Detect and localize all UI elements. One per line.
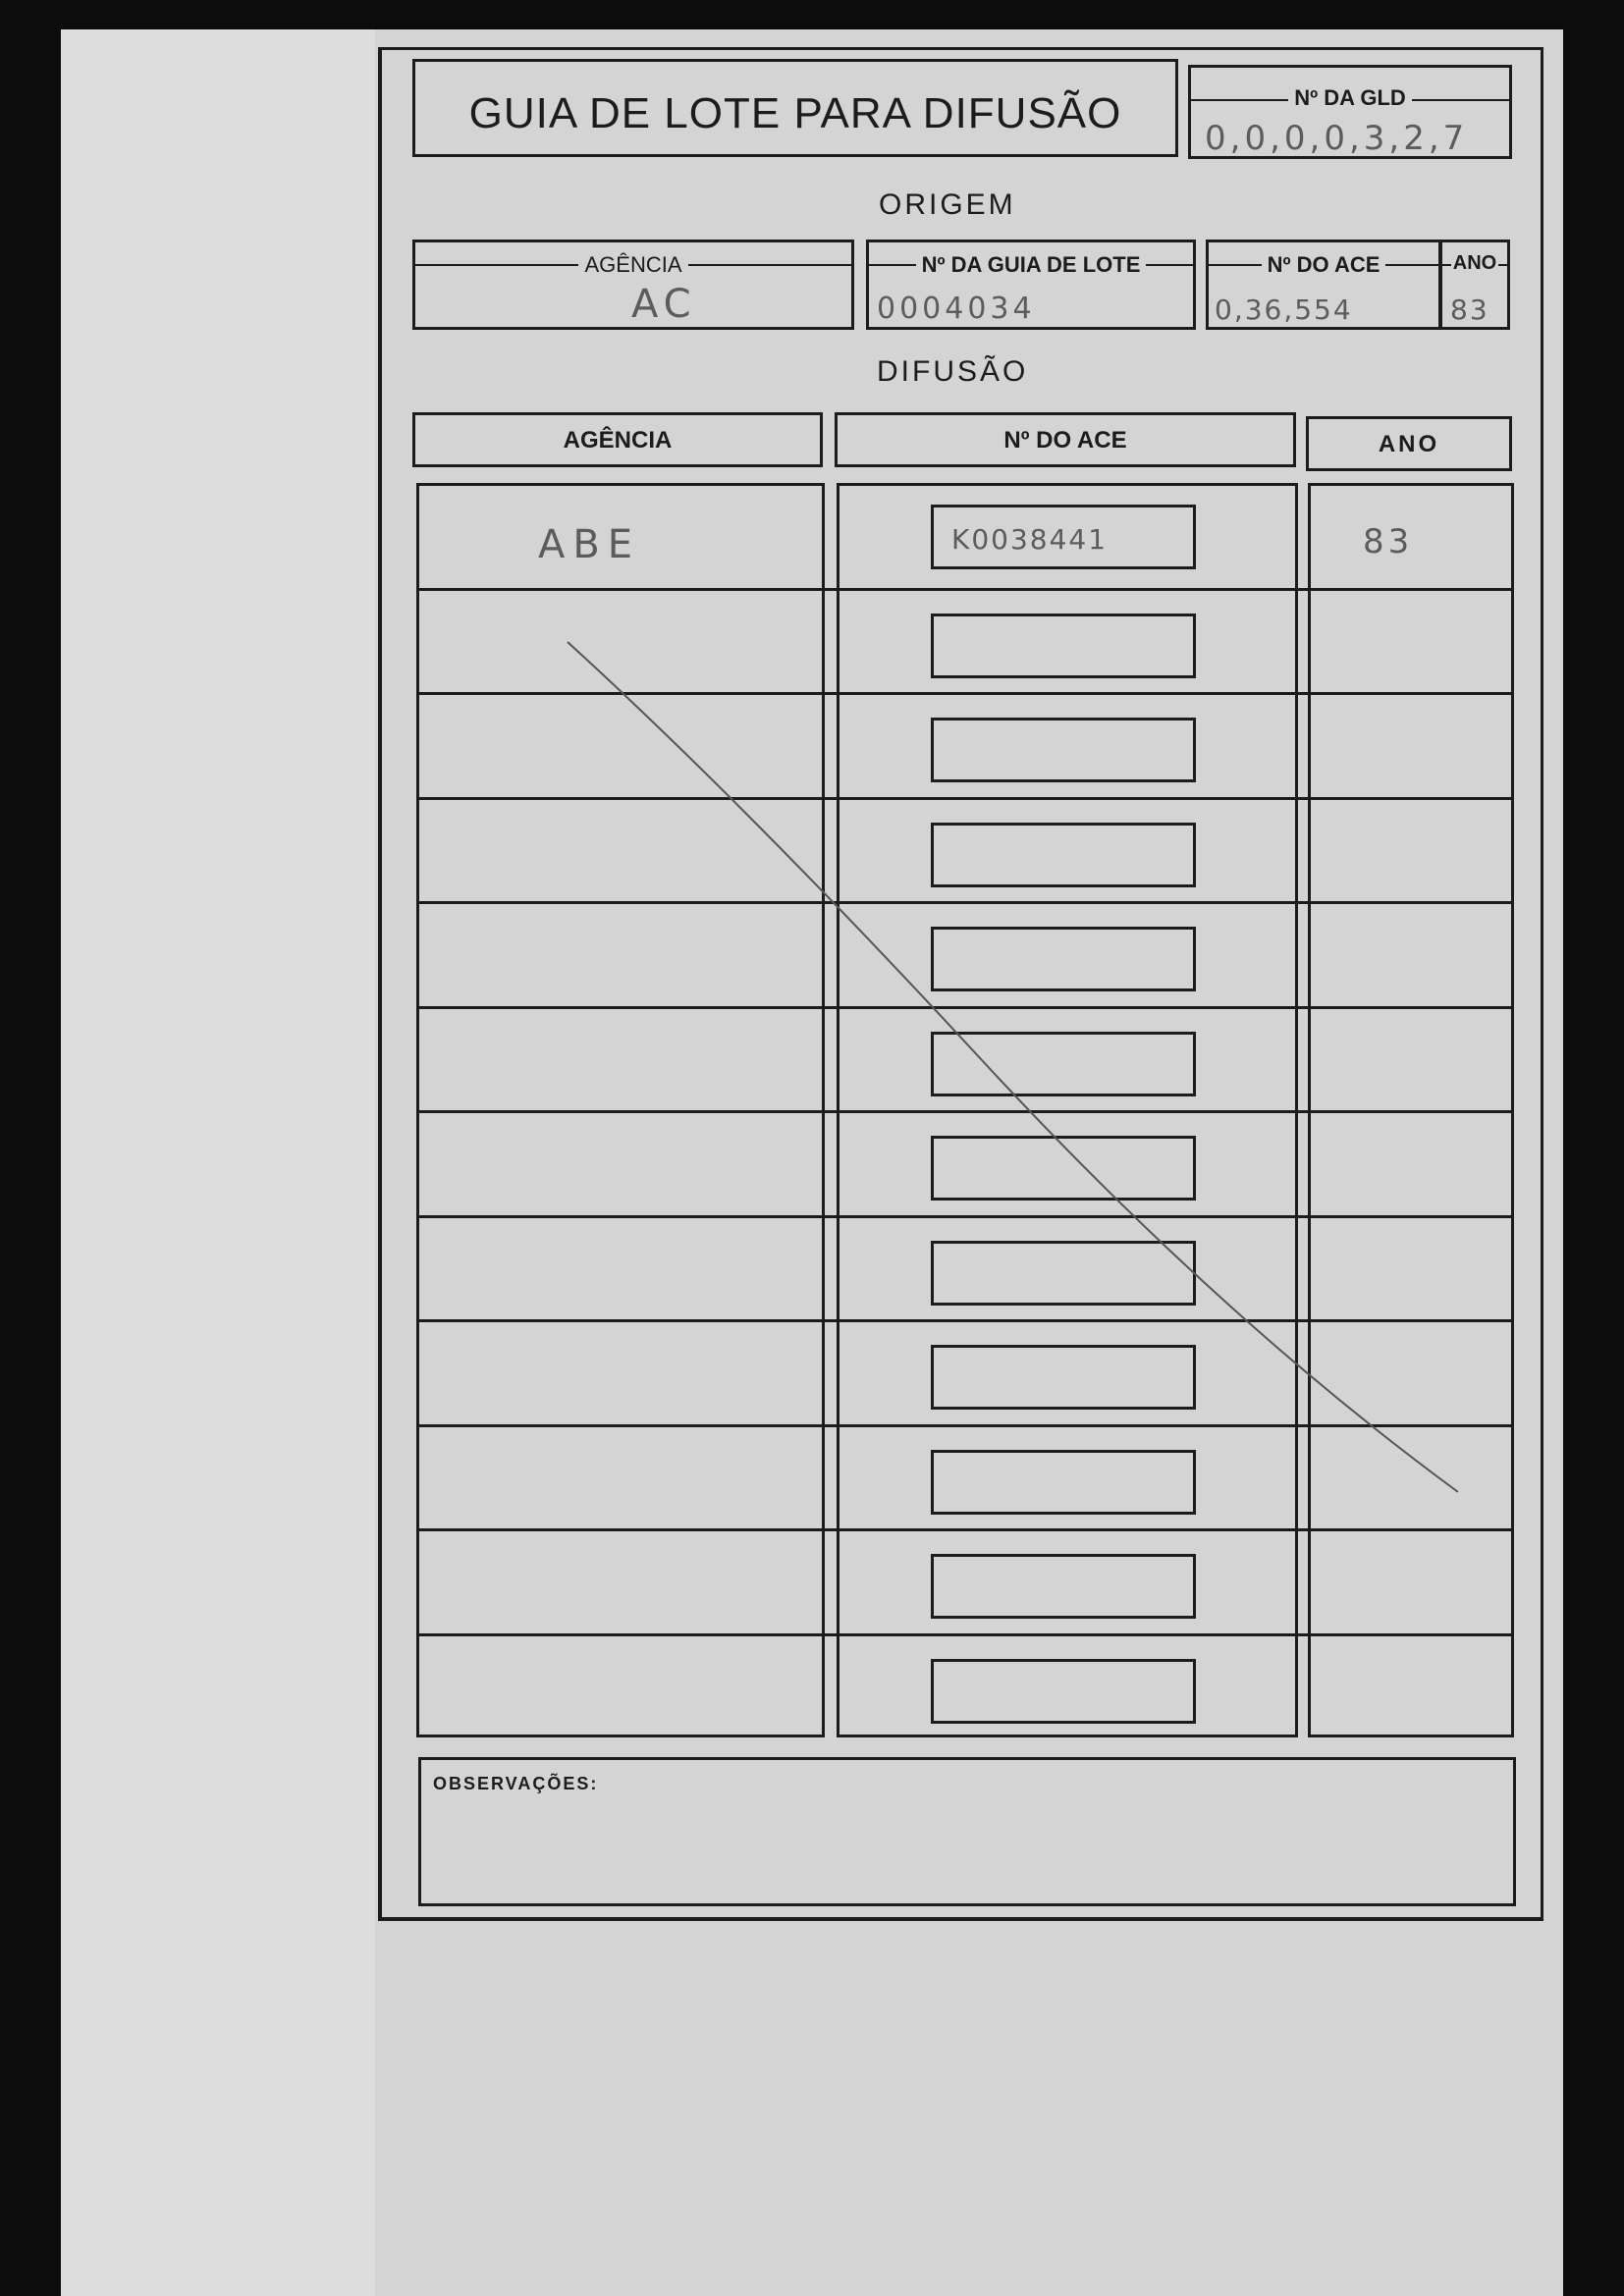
- origem-guia-label: Nº DA GUIA DE LOTE: [869, 252, 1193, 278]
- origem-ace-value: 0,36,554: [1215, 294, 1353, 326]
- observacoes-label: OBSERVAÇÕES:: [433, 1774, 599, 1793]
- difusao-ace-value: K0038441: [951, 523, 1109, 556]
- origem-agencia-value: AC: [631, 282, 697, 327]
- difusao-col-agencia: AGÊNCIA: [412, 412, 823, 467]
- gld-number-value: 0,0,0,0,3,2,7: [1205, 119, 1469, 158]
- origem-ace-label: Nº DO ACE: [1209, 252, 1438, 278]
- difusao-section-label: DIFUSÃO: [877, 355, 1029, 388]
- form-title: GUIA DE LOTE PARA DIFUSÃO: [468, 89, 1122, 137]
- origem-guia-value: 0004034: [877, 292, 1036, 326]
- difusao-col-ano: ANO: [1306, 416, 1512, 471]
- gld-label: Nº DA GLD: [1191, 85, 1509, 111]
- difusao-col-ace: Nº DO ACE: [835, 412, 1296, 467]
- origem-ano-label: ANO: [1452, 252, 1497, 274]
- origem-ano-value: 83: [1450, 294, 1489, 326]
- origem-section-label: ORIGEM: [879, 188, 1016, 221]
- difusao-agencia-cell: ABE: [538, 522, 641, 567]
- difusao-ano-cell: 83: [1363, 522, 1414, 561]
- origem-agencia-label: AGÊNCIA: [415, 252, 851, 278]
